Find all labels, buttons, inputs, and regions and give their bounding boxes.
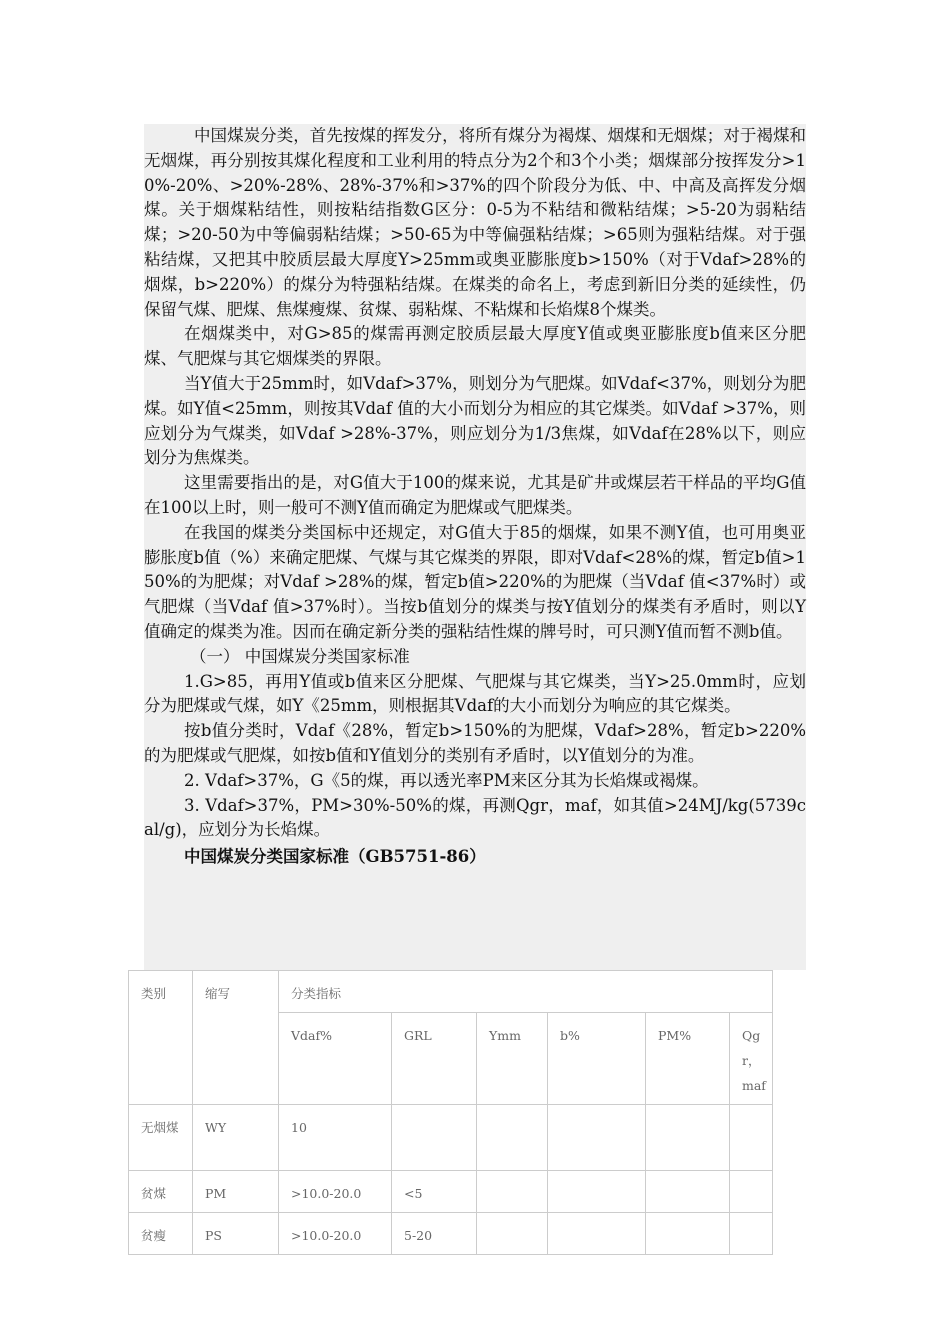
table-row — [129, 1105, 773, 1171]
header-qgr: Qgr，maf — [730, 1013, 773, 1105]
header-y: Ymm — [477, 1013, 548, 1105]
cell-pm — [646, 1105, 730, 1171]
paragraph-y-value-rules: 当Y值大于25mm时，如Vdaf>37%，则划分为气肥煤。如Vdaf<37%，则划分为肥煤。如Y值<25mm，则按其Vdaf 值的大小而划分为相应的其它煤类。如Vdaf >37%，则应划分为气煤类，如Vdaf >28%-37%，则应划分为1/3焦煤，如Vdaf在28%以下，则应划分为焦煤类。 — [144, 373, 806, 468]
header-abbr: 缩写 — [193, 971, 279, 1105]
cell-grl: <5 — [392, 1171, 477, 1213]
cell-category: 贫瘦 — [129, 1213, 193, 1255]
cell-abbr: PM — [193, 1171, 279, 1213]
paragraph-rule-3: 3. Vdaf>37%，PM>30%-50%的煤，再测Qgr，maf，如其值>24MJ/kg(5739cal/g)，应划分为长焰煤。 — [144, 795, 806, 840]
cell-category: 无烟煤 — [129, 1105, 193, 1171]
cell-y — [477, 1105, 548, 1171]
cell-qgr — [730, 1171, 773, 1213]
document-body — [144, 124, 806, 970]
cell-abbr: PS — [193, 1213, 279, 1255]
paragraph-coal-classification-overview: 中国煤炭分类，首先按煤的挥发分，将所有煤分为褐煤、烟煤和无烟煤；对于褐煤和无烟煤，再分别按其煤化程度和工业利用的特点分为2个和3个小类；烟煤部分按挥发分>10%-20%、>20%-28%、28%-37%和>37%的四个阶段分为低、中、中高及高挥发分烟煤。关于烟煤粘结性，则按粘结指数G区分：0-5为不粘结和微粘结煤；>5-20为弱粘结煤；>20-50为中等偏弱粘结煤；>50-65为中等偏强粘结煤；>65则为强粘结煤。对于强粘结煤，又把其中胶质层最大厚度Y>25mm或奥亚膨胀度b>150%（对于Vdaf>28%的烟煤，b>220%）的煤分为特强粘结煤。在煤类的命名上，考虑到新旧分类的延续性，仍保留气煤、肥煤、焦煤瘦煤、贫煤、弱粘煤、不粘煤和长焰煤8个煤类。 — [144, 126, 806, 319]
table-header-row — [129, 971, 773, 1013]
cell-vdaf: >10.0-20.0 — [279, 1213, 392, 1255]
table-row — [129, 1213, 773, 1255]
cell-qgr — [730, 1105, 773, 1171]
paragraph-g-over-100: 这里需要指出的是，对G值大于100的煤来说，尤其是矿井或煤层若干样品的平均G值在100以上时，则一般可不测Y值而确定为肥煤或气肥煤类。 — [144, 473, 806, 517]
cell-category: 贫煤 — [129, 1171, 193, 1213]
cell-y — [477, 1213, 548, 1255]
classification-table — [128, 970, 773, 1255]
cell-vdaf: 10 — [279, 1105, 392, 1171]
header-vdaf: Vdaf% — [279, 1013, 392, 1105]
cell-abbr: WY — [193, 1105, 279, 1171]
paragraph-rule-2: 2. Vdaf>37%，G《5的煤，再以透光率PM来区分其为长焰煤或褐煤。 — [184, 770, 709, 790]
paragraph-rule-1-b: 按b值分类时，Vdaf《28%，暂定b>150%的为肥煤，Vdaf>28%，暂定b>220%的为肥煤或气肥煤，如按b值和Y值划分的类别有矛盾时，以Y值划分的为准。 — [144, 721, 806, 765]
header-grl: GRL — [392, 1013, 477, 1105]
paragraph-b-value-rules: 在我国的煤类分类国标中还规定，对G值大于85的烟煤，如果不测Y值，也可用奥亚膨胀度b值（%）来确定肥煤、气煤与其它煤类的界限，即对Vdaf<28%的煤，暂定b值>150%的为肥煤；对Vdaf >28%的煤，暂定b值>220%的为肥煤（当Vdaf 值<37%时）或气肥煤（当Vdaf 值>37%时）。当按b值划分的煤类与按Y值划分的煤类有矛盾时，则以Y值确定的煤类为准。因而在确定新分类的强粘结性煤的牌号时，可只测Y值而暂不测b值。 — [144, 522, 806, 641]
cell-b — [548, 1171, 646, 1213]
cell-vdaf: >10.0-20.0 — [279, 1171, 392, 1213]
cell-b — [548, 1105, 646, 1171]
header-b: b% — [548, 1013, 646, 1105]
section-heading-national-standard: （一） 中国煤炭分类国家标准 — [190, 646, 410, 666]
cell-grl: 5-20 — [392, 1213, 477, 1255]
paragraph-bituminous-g85: 在烟煤类中，对G>85的煤需再测定胶质层最大厚度Y值或奥亚膨胀度b值来区分肥煤、气肥煤与其它烟煤类的界限。 — [144, 324, 806, 369]
cell-pm — [646, 1213, 730, 1255]
cell-y — [477, 1171, 548, 1213]
cell-pm — [646, 1171, 730, 1213]
cell-grl — [392, 1105, 477, 1171]
table-row — [129, 1171, 773, 1213]
table-title: 中国煤炭分类国家标准（GB5751-86） — [184, 847, 486, 867]
header-pm: PM% — [646, 1013, 730, 1105]
cell-b — [548, 1213, 646, 1255]
cell-qgr — [730, 1213, 773, 1255]
paragraph-rule-1: 1.G>85，再用Y值或b值来区分肥煤、气肥煤与其它煤类，当Y>25.0mm时，应划分为肥煤或气煤，如Y《25mm，则根据其Vdaf的大小而划分为响应的其它煤类。 — [144, 671, 806, 716]
header-classification-index: 分类指标 — [279, 971, 773, 1013]
header-category: 类别 — [129, 971, 193, 1105]
